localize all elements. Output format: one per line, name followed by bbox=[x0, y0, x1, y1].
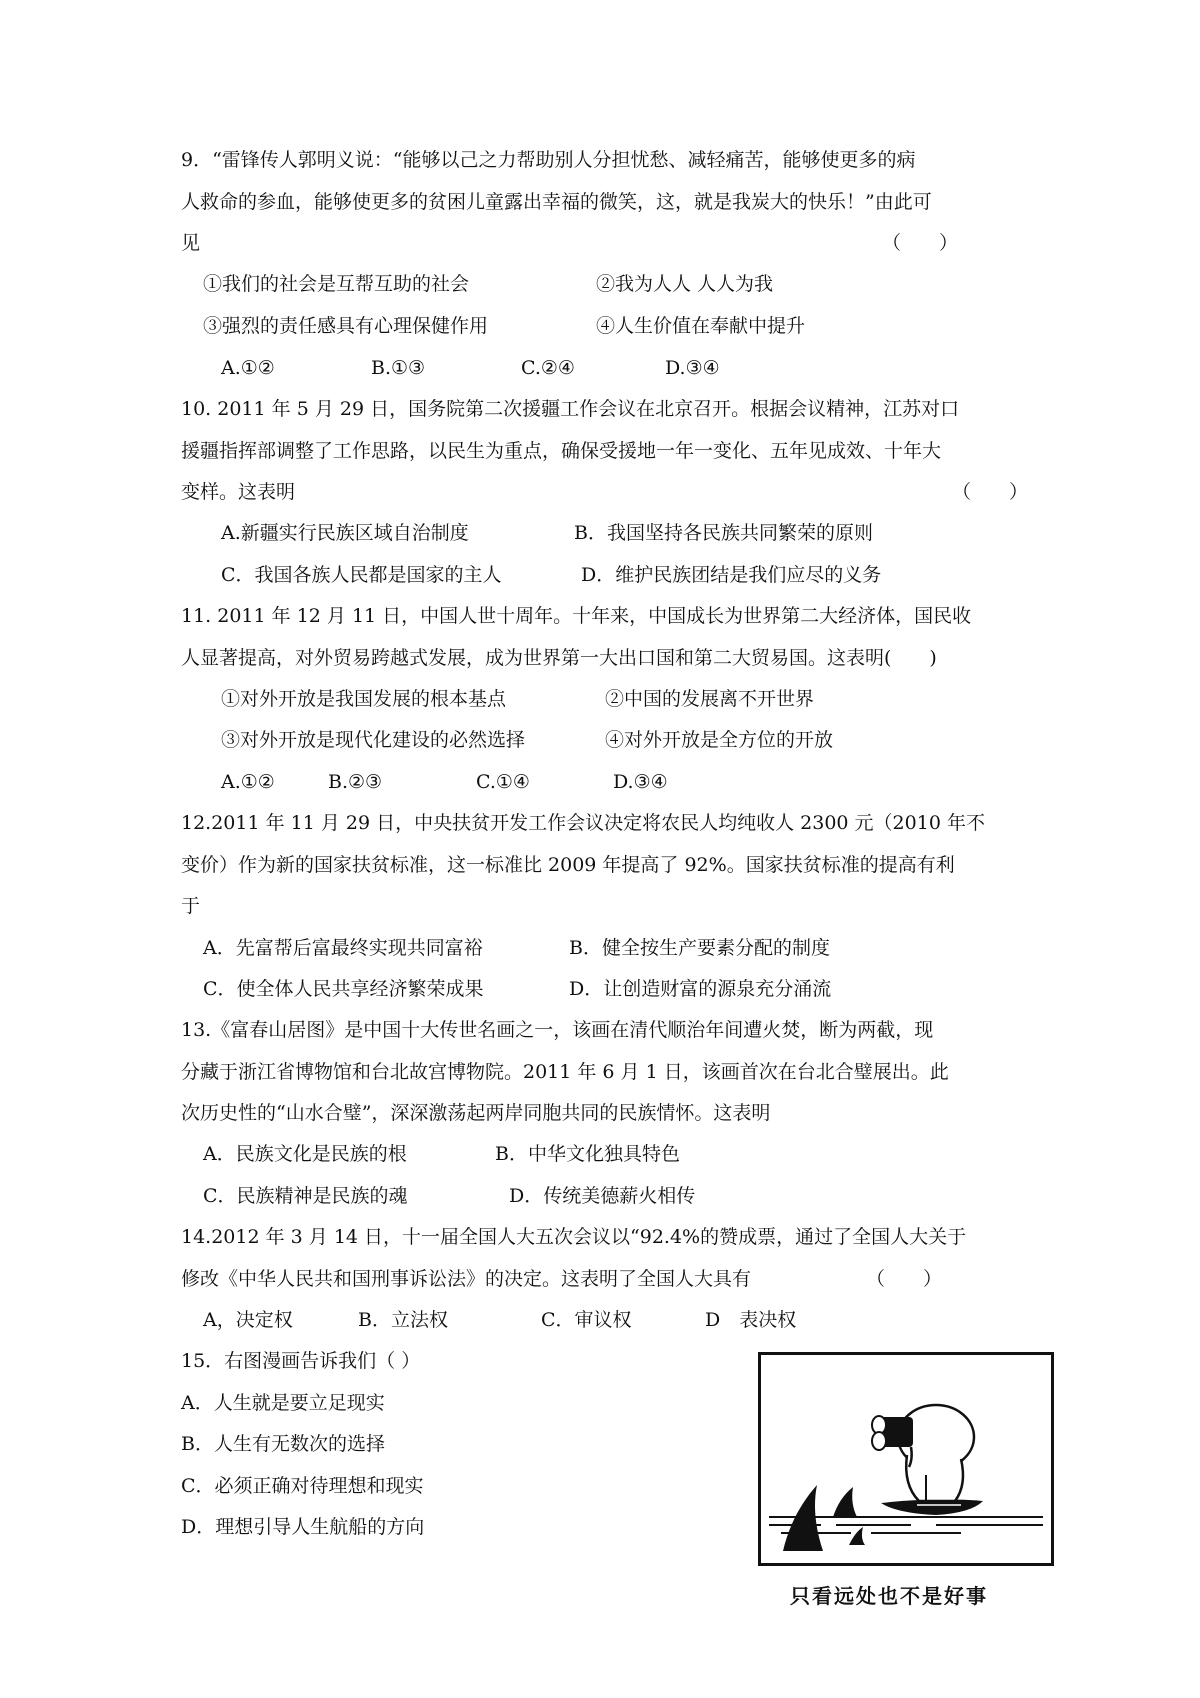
q9-statement-1: ①我们的社会是互帮互助的社会 bbox=[203, 273, 470, 295]
q11-option-a: A.①② bbox=[221, 771, 275, 793]
q9-option-a: A.①② bbox=[221, 357, 275, 379]
q11-line2: 人显著提高，对外贸易跨越式发展，成为世界第一大出口国和第二大贸易国。这表明( ) bbox=[181, 647, 937, 669]
q11-option-d: D.③④ bbox=[613, 771, 668, 793]
q12-option-a: A．先富帮后富最终实现共同富裕 bbox=[203, 937, 483, 959]
q9-line1: 9．“雷锋传人郭明义说：“能够以己之力帮助别人分担忧愁、减轻痛苦，能够使更多的病 bbox=[181, 149, 916, 171]
q9-line2: 人救命的参血，能够使更多的贫困儿童露出幸福的微笑，这，就是我炭大的快乐！”由此可 bbox=[181, 191, 932, 213]
q15-option-b: B．人生有无数次的选择 bbox=[181, 1433, 385, 1455]
q12-option-d: D．让创造财富的源泉充分涌流 bbox=[569, 978, 832, 1000]
q11-statement-2: ②中国的发展离不开世界 bbox=[605, 688, 815, 710]
q11-statement-4: ④对外开放是全方位的开放 bbox=[605, 729, 834, 751]
q13-line1: 13.《富春山居图》是中国十大传世名画之一，该画在清代顺治年间遭火焚，断为两截，现 bbox=[181, 1019, 934, 1041]
q13-line3: 次历史性的“山水合璧”，深深激荡起两岸同胞共同的民族情怀。这表明 bbox=[181, 1102, 771, 1124]
shark-fin-small bbox=[849, 1527, 865, 1545]
q15-stem: 15．右图漫画告诉我们（ ） bbox=[181, 1350, 421, 1372]
q13-option-d: D．传统美德薪火相传 bbox=[509, 1185, 696, 1207]
q11-statement-1: ①对外开放是我国发展的根本基点 bbox=[221, 688, 507, 710]
q9-option-c: C.②④ bbox=[521, 357, 575, 379]
q12-option-b: B．健全按生产要素分配的制度 bbox=[569, 937, 830, 959]
q13-option-b: B．中华文化独具特色 bbox=[495, 1143, 680, 1165]
q11-option-b: B.②③ bbox=[328, 771, 383, 793]
q12-line2: 变价）作为新的国家扶贫标准，这一标准比 2009 年提高了 92%。国家扶贫标准的提高有利 bbox=[181, 854, 955, 876]
q12-line3: 于 bbox=[181, 895, 201, 917]
q10-option-b: B．我国坚持各民族共同繁荣的原则 bbox=[574, 522, 873, 544]
q13-option-c: C．民族精神是民族的魂 bbox=[203, 1185, 408, 1207]
q13-option-a: A．民族文化是民族的根 bbox=[203, 1143, 407, 1165]
q11-statement-3: ③对外开放是现代化建设的必然选择 bbox=[221, 729, 526, 751]
q9-answer-paren: （ ） bbox=[882, 232, 959, 254]
q10-answer-paren: （ ） bbox=[952, 481, 1029, 503]
q9-statement-3: ③强烈的责任感具有心理保健作用 bbox=[203, 315, 489, 337]
q10-option-c: C．我国各族人民都是国家的主人 bbox=[221, 564, 502, 586]
q11-option-c: C.①④ bbox=[476, 771, 530, 793]
cartoon-drawing bbox=[761, 1355, 1051, 1563]
q15-option-d: D．理想引导人生航船的方向 bbox=[181, 1516, 425, 1538]
q9-option-d: D.③④ bbox=[665, 357, 720, 379]
q14-line1: 14.2012 年 3 月 14 日，十一届全国人大五次会议以“92.4%的赞成票，通过了全国人大关于 bbox=[181, 1226, 967, 1248]
q12-line1: 12.2011 年 11 月 29 日，中央扶贫开发工作会议决定将农民人均纯收人 2300 元（2010 年不 bbox=[181, 812, 985, 834]
q10-line2: 援疆指挥部调整了工作思路，以民生为重点，确保受援地一年一变化、五年见成效、十年大 bbox=[181, 440, 942, 462]
q9-line3: 见 bbox=[181, 232, 201, 254]
q14-answer-paren: （ ） bbox=[866, 1268, 943, 1290]
cartoon-illustration bbox=[758, 1352, 1054, 1566]
q14-option-a: A，决定权 bbox=[203, 1309, 293, 1331]
q10-option-a: A.新疆实行民族区域自治制度 bbox=[221, 522, 469, 544]
q13-line2: 分藏于浙江省博物馆和台北故宫博物院。2011 年 6 月 1 日，该画首次在台北合璧展出。此 bbox=[181, 1061, 949, 1083]
q14-option-d: D 表决权 bbox=[705, 1309, 797, 1331]
q14-option-b: B．立法权 bbox=[358, 1309, 448, 1331]
q11-line1: 11. 2011 年 12 月 11 日，中国人世十周年。十年来，中国成长为世界第二大经济体，国民收 bbox=[181, 605, 972, 627]
q14-line2: 修改《中华人民共和国刑事诉讼法》的决定。这表明了全国人大具有 bbox=[181, 1268, 752, 1290]
shark-fin-medium bbox=[833, 1487, 857, 1517]
q10-option-d: D．维护民族团结是我们应尽的义务 bbox=[581, 564, 882, 586]
q12-option-c: C．使全体人民共享经济繁荣成果 bbox=[203, 978, 484, 1000]
q10-line3: 变样。这表明 bbox=[181, 481, 296, 503]
q10-line1: 10. 2011 年 5 月 29 日，国务院第二次援疆工作会议在北京召开。根据会议精神，江苏对口 bbox=[181, 398, 960, 420]
q9-option-b: B.①③ bbox=[371, 357, 426, 379]
q9-statement-2: ②我为人人 人人为我 bbox=[596, 273, 774, 295]
q15-option-c: C．必须正确对待理想和现实 bbox=[181, 1475, 424, 1497]
q15-option-a: A．人生就是要立足现实 bbox=[181, 1392, 385, 1414]
q14-option-c: C．审议权 bbox=[541, 1309, 632, 1331]
q9-statement-4: ④人生价值在奉献中提升 bbox=[596, 315, 806, 337]
cartoon-caption: 只看远处也不是好事 bbox=[790, 1584, 988, 1608]
